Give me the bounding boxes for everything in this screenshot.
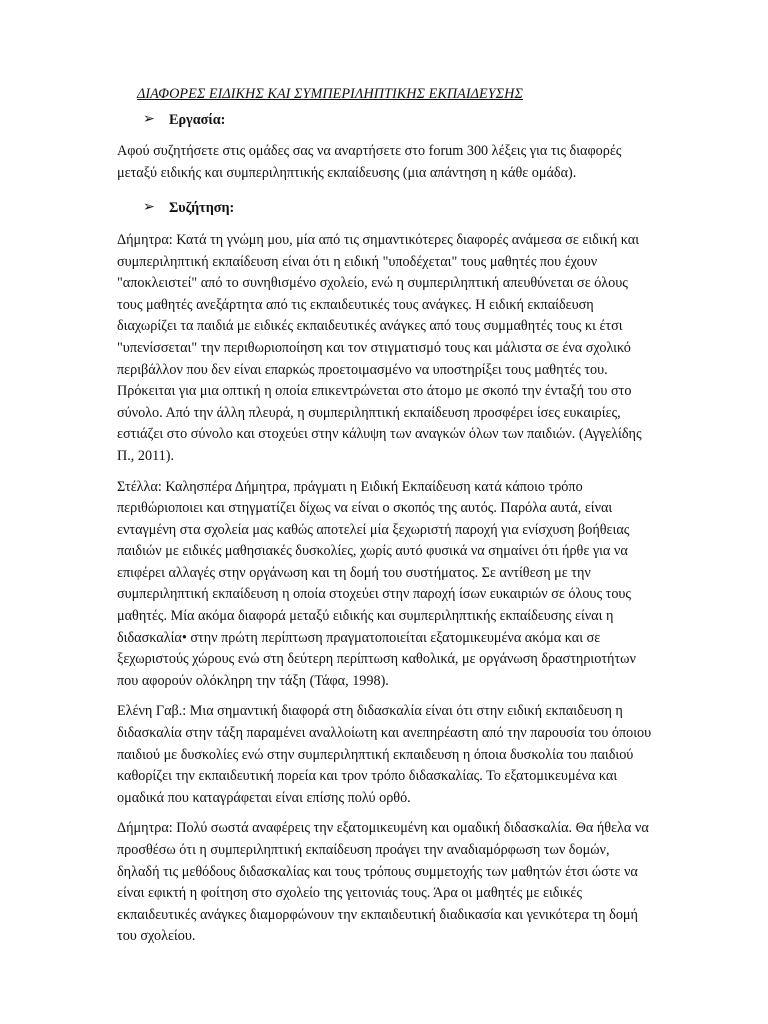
arrow-bullet-icon: ➢: [143, 200, 155, 216]
task-heading-label: Εργασία:: [169, 111, 226, 128]
post-dimitra-1: Δήμητρα: Κατά τη γνώμη μου, μία από τις σημαντικότερες διαφορές ανάμεσα σε ειδική και συμπεριληπτική εκπαίδευση είναι ότι η ειδική "υποδέχεται" τους μαθητές που έχουν "αποκλειστεί" από το συνηθισμένο σχολείο, ενώ η συμπεριληπτική απευθύνεται σε όλους τους μαθητές ανεξάρτητα από τις εκπαιδευτικές τους ανάγκες. Η ειδική εκπαίδευση διαχωρίζει τα παιδιά με ειδικές εκπαιδευτικές ανάγκες από τους συμμαθητές τους κι έτσι "υπενίσσεται" την περιθωριοποίηση και τον στιγματισμό τους και μάλιστα σε ένα σχολικό περιβάλλον που δεν είναι επαρκώς προετοιμασμένο να υποστηρίξει τους μαθητές του. Πρόκειται για μια οπτική η οποία επικεντρώνεται στο άτομο με σκοπό την ένταξή του στο σύνολο. Από την άλλη πλευρά, η συμπεριληπτική εκπαίδευση προσφέρει ίσες ευκαιρίες, εστιάζει στο σύνολο και στοχεύει στην κάλυψη των αναγκών όλων των παιδιών. (Αγγελίδης Π., 2011).: [117, 231, 642, 464]
post-eleni: Ελένη Γαβ.: Μια σημαντική διαφορά στη διδασκαλία είναι ότι στην ειδική εκπαιδευση η διδασκαλία στην τάξη παραμένει αναλλοίωτη και ανεπηρέαστη από την παρουσία του όποιου παιδιού με δυσκολίες ενώ στην συμπεριληπτική εκπαιδευση η όποια δυσκολία του παιδιού καθορίζει την εκπαιδευτική πορεία και τρον τρόπο διδασκαλίας. Το εξατομικευμένα και ομαδικά που καταγράφεται είναι επίσης πολύ ορθό.: [117, 703, 652, 806]
post-dimitra-2: Δήμητρα: Πολύ σωστά αναφέρεις την εξατομικευμένη και ομαδική διδασκαλία. Θα ήθελα να προσθέσω ότι η συμπεριληπτική εκπαίδευση προάγει την αναδιαμόρφωση των δομών, δηλαδή τις μεθόδους διδασκαλίας και τους τρόπους συμμετοχής των μαθητών έτσι ώστε να είναι εφικτή η φοίτηση στο σχολείο της γειτονιάς τους. Άρα οι μαθητές με ειδικές εκπαιδευτικές ανάγκες διαμορφώνουν την εκπαιδευτική διαδικασία και γενικότερα τη δομή του σχολείου.: [117, 820, 649, 945]
task-text: Αφού συζητήσετε στις ομάδες σας να αναρτήσετε στο forum 300 λέξεις για τις διαφορές μεταξύ ειδικής και συμπεριληπτικής εκπαίδευσης (μια απάντηση η κάθε ομάδα).: [117, 143, 622, 181]
task-heading: [143, 110, 652, 132]
document-title: ΔΙΑΦΟΡΕΣ ΕΙΔΙΚΗΣ ΚΑΙ ΣΥΜΠΕΡΙΛΗΠΤΙΚΗΣ ΕΚΠΑΙΔΕΥΣΗΣ: [137, 86, 523, 102]
post-stella: Στέλλα: Καλησπέρα Δήμητρα, πράγματι η Ειδική Εκπαίδευση κατά κάποιο τρόπο περιθώριοποιει και στηγματίζει δίχως να είναι ο σκοπός της αυτός. Παρόλα αυτά, είναι ενταγμένη στα σχολεία μας καθώς αποτελεί μία ξεχωριστή παροχή για ενίσχυση βοήθειας παιδιών με ειδικές μαθησιακές δυσκολίες, χωρίς αυτό φυσικά να σημαίνει ότι ήρθε για να επιφέρει αλλαγές στην οργάνωση και τη δομή του συστήματος. Σε αντίθεση με την συμπεριληπτική εκπαίδευση η οποία στοχεύει στην παροχή ίσων ευκαιριών σε όλους τους μαθητές. Μία ακόμα διαφορά μεταξύ ειδικής και συμπεριληπτικής εκπαίδευσης είναι η διδασκαλία• στην πρώτη περίπτωση πραγματοποιείται εξατομικευμένα ακόμα και σε ξεχωριστούς χώρους ενώ στη δεύτερη περίπτωση καθολικά, με οργάνωση δραστηριοτήτων που αφορούν ολόκληρη την τάξη (Τάφα, 1998).: [117, 478, 636, 689]
discussion-heading: [143, 198, 652, 220]
arrow-bullet-icon: ➢: [143, 111, 155, 127]
document-page: [117, 84, 652, 957]
discussion-heading-label: Συζήτηση:: [169, 200, 235, 217]
